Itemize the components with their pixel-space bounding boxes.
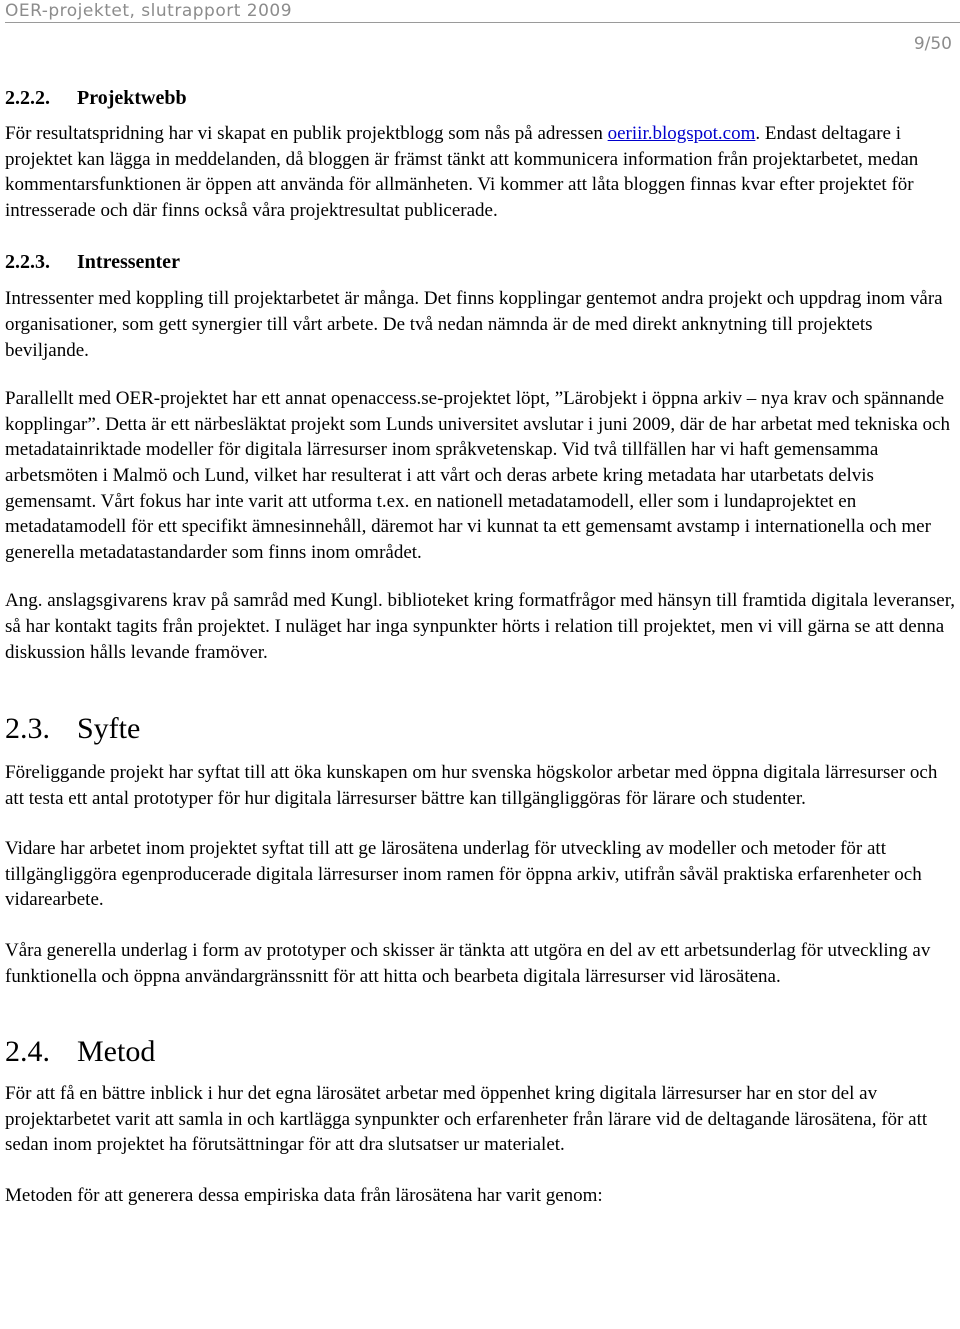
paragraph-text: . Endast deltagare i projektet kan lägga in meddelanden, då bloggen är främst tänkt att kommunicera information från projektarbetet, medan kommentarsfunktionen är öppen att använda för allmänheten. Vi kommer att låta bloggen finnas kvar efter projektet för intresserade och där finns också våra projektresultat publicerade. (5, 123, 919, 221)
paragraph-syfte-1: Föreliggande projekt har syftat till att öka kunskapen om hur svenska högskolor arbetar med öppna digitala lärresurser och att testa ett antal prototyper för hur digitala lärresurser bättre kan tillgängliggöras för lärare och studenter. (5, 762, 938, 809)
section-title: Metod (77, 1035, 156, 1069)
paragraph-metod-2: Metoden för att generera dessa empiriska data från lärosätena har varit genom: (5, 1185, 603, 1207)
section-number: 2.3. (5, 712, 50, 746)
section-title: Projektwebb (77, 87, 187, 109)
heading-syfte (5, 710, 955, 748)
section-number: 2.4. (5, 1035, 50, 1069)
paragraph-syfte-3: Våra generella underlag i form av prototyper och skisser är tänkta att utgöra en del av ett arbetsunderlag för utveckling av funktionella och öppna användargränssnitt för att hitta och bearbeta digitala lärresurser vid lärosätena. (5, 940, 931, 987)
paragraph-intressenter-3: Ang. anslagsgivarens krav på samråd med Kungl. biblioteket kring formatfrågor med hänsyn till framtida digitala leveranser, så har kontakt tagits från projektet. I nuläget har inga synpunkter hörts i relation till projektet, men vi vill gärna se att denna diskussion hålls levande framöver. (5, 590, 956, 663)
section-title: Syfte (77, 712, 141, 746)
section-number: 2.2.3. (5, 251, 50, 274)
paragraph-text: För resultatspridning har vi skapat en publik projektblogg som nås på adressen (5, 123, 608, 144)
paragraph-projektwebb (5, 121, 955, 223)
section-number: 2.2.2. (5, 87, 50, 109)
running-header (5, 0, 960, 23)
heading-metod (5, 1033, 955, 1071)
page-number: 9/50 (913, 34, 952, 54)
heading-projektwebb (5, 85, 955, 111)
blog-link[interactable]: oeriir.blogspot.com (607, 123, 756, 144)
document-title: OER-projektet, slutrapport 2009 (5, 1, 293, 21)
paragraph-intressenter-2: Parallellt med OER-projektet har ett annat openaccess.se-projektet löpt, ”Lärobjekt i öppna arkiv – nya krav och spännande kopplingar”. Detta är ett närbesläktat projekt som Lunds universitet avslutar i juni 2009, där de har arbetat med tekniska och metadatainriktade modeller för digitala lärresurser inom språkvetenskap. Vid två tillfällen har vi haft gemensamma arbetsmöten i Malmö och Lund, vilket har resulterat i att vårt och deras arbete kring metadata har utarbetats delvis gemensamt. Vårt fokus har inte varit att utforma t.ex. en nationell metadatamodell, eller som i lundaprojektet en metadatamodell för ett specifikt ämnesinnehåll, däremot har vi kunnat ta ett gemensamt avstamp i internationella och mer generella metadatastandarder som finns inom området. (5, 388, 950, 563)
heading-intressenter (5, 249, 955, 275)
paragraph-metod-1: För att få en bättre inblick i hur det egna lärosätet arbetar med öppenhet kring digitala lärresurser har en stor del av projektarbetet varit att samla in och kartlägga synpunkter och erfarenheter från lärare vid de deltagande lärosätena, för att sedan inom projektet ha förutsättningar för att dra slutsatser ur materialet. (5, 1083, 928, 1156)
paragraph-intressenter-1: Intressenter med koppling till projektarbetet är många. Det finns kopplingar gentemot andra projekt och uppdrag inom våra organisationer, som gett synergier till vårt arbete. De två nedan nämnda är de med direkt anknytning till projektets beviljande. (5, 288, 943, 361)
page-content (5, 85, 955, 1209)
section-title: Intressenter (77, 251, 180, 274)
paragraph-syfte-2: Vidare har arbetet inom projektet syftat till att ge lärosätena underlag för utveckling av modeller och metoder för att tillgängliggöra egenproducerade digitala lärresurser inom ramen för öppna arkiv, utifrån såväl praktiska erfarenheter och vidarearbete. (5, 838, 922, 911)
